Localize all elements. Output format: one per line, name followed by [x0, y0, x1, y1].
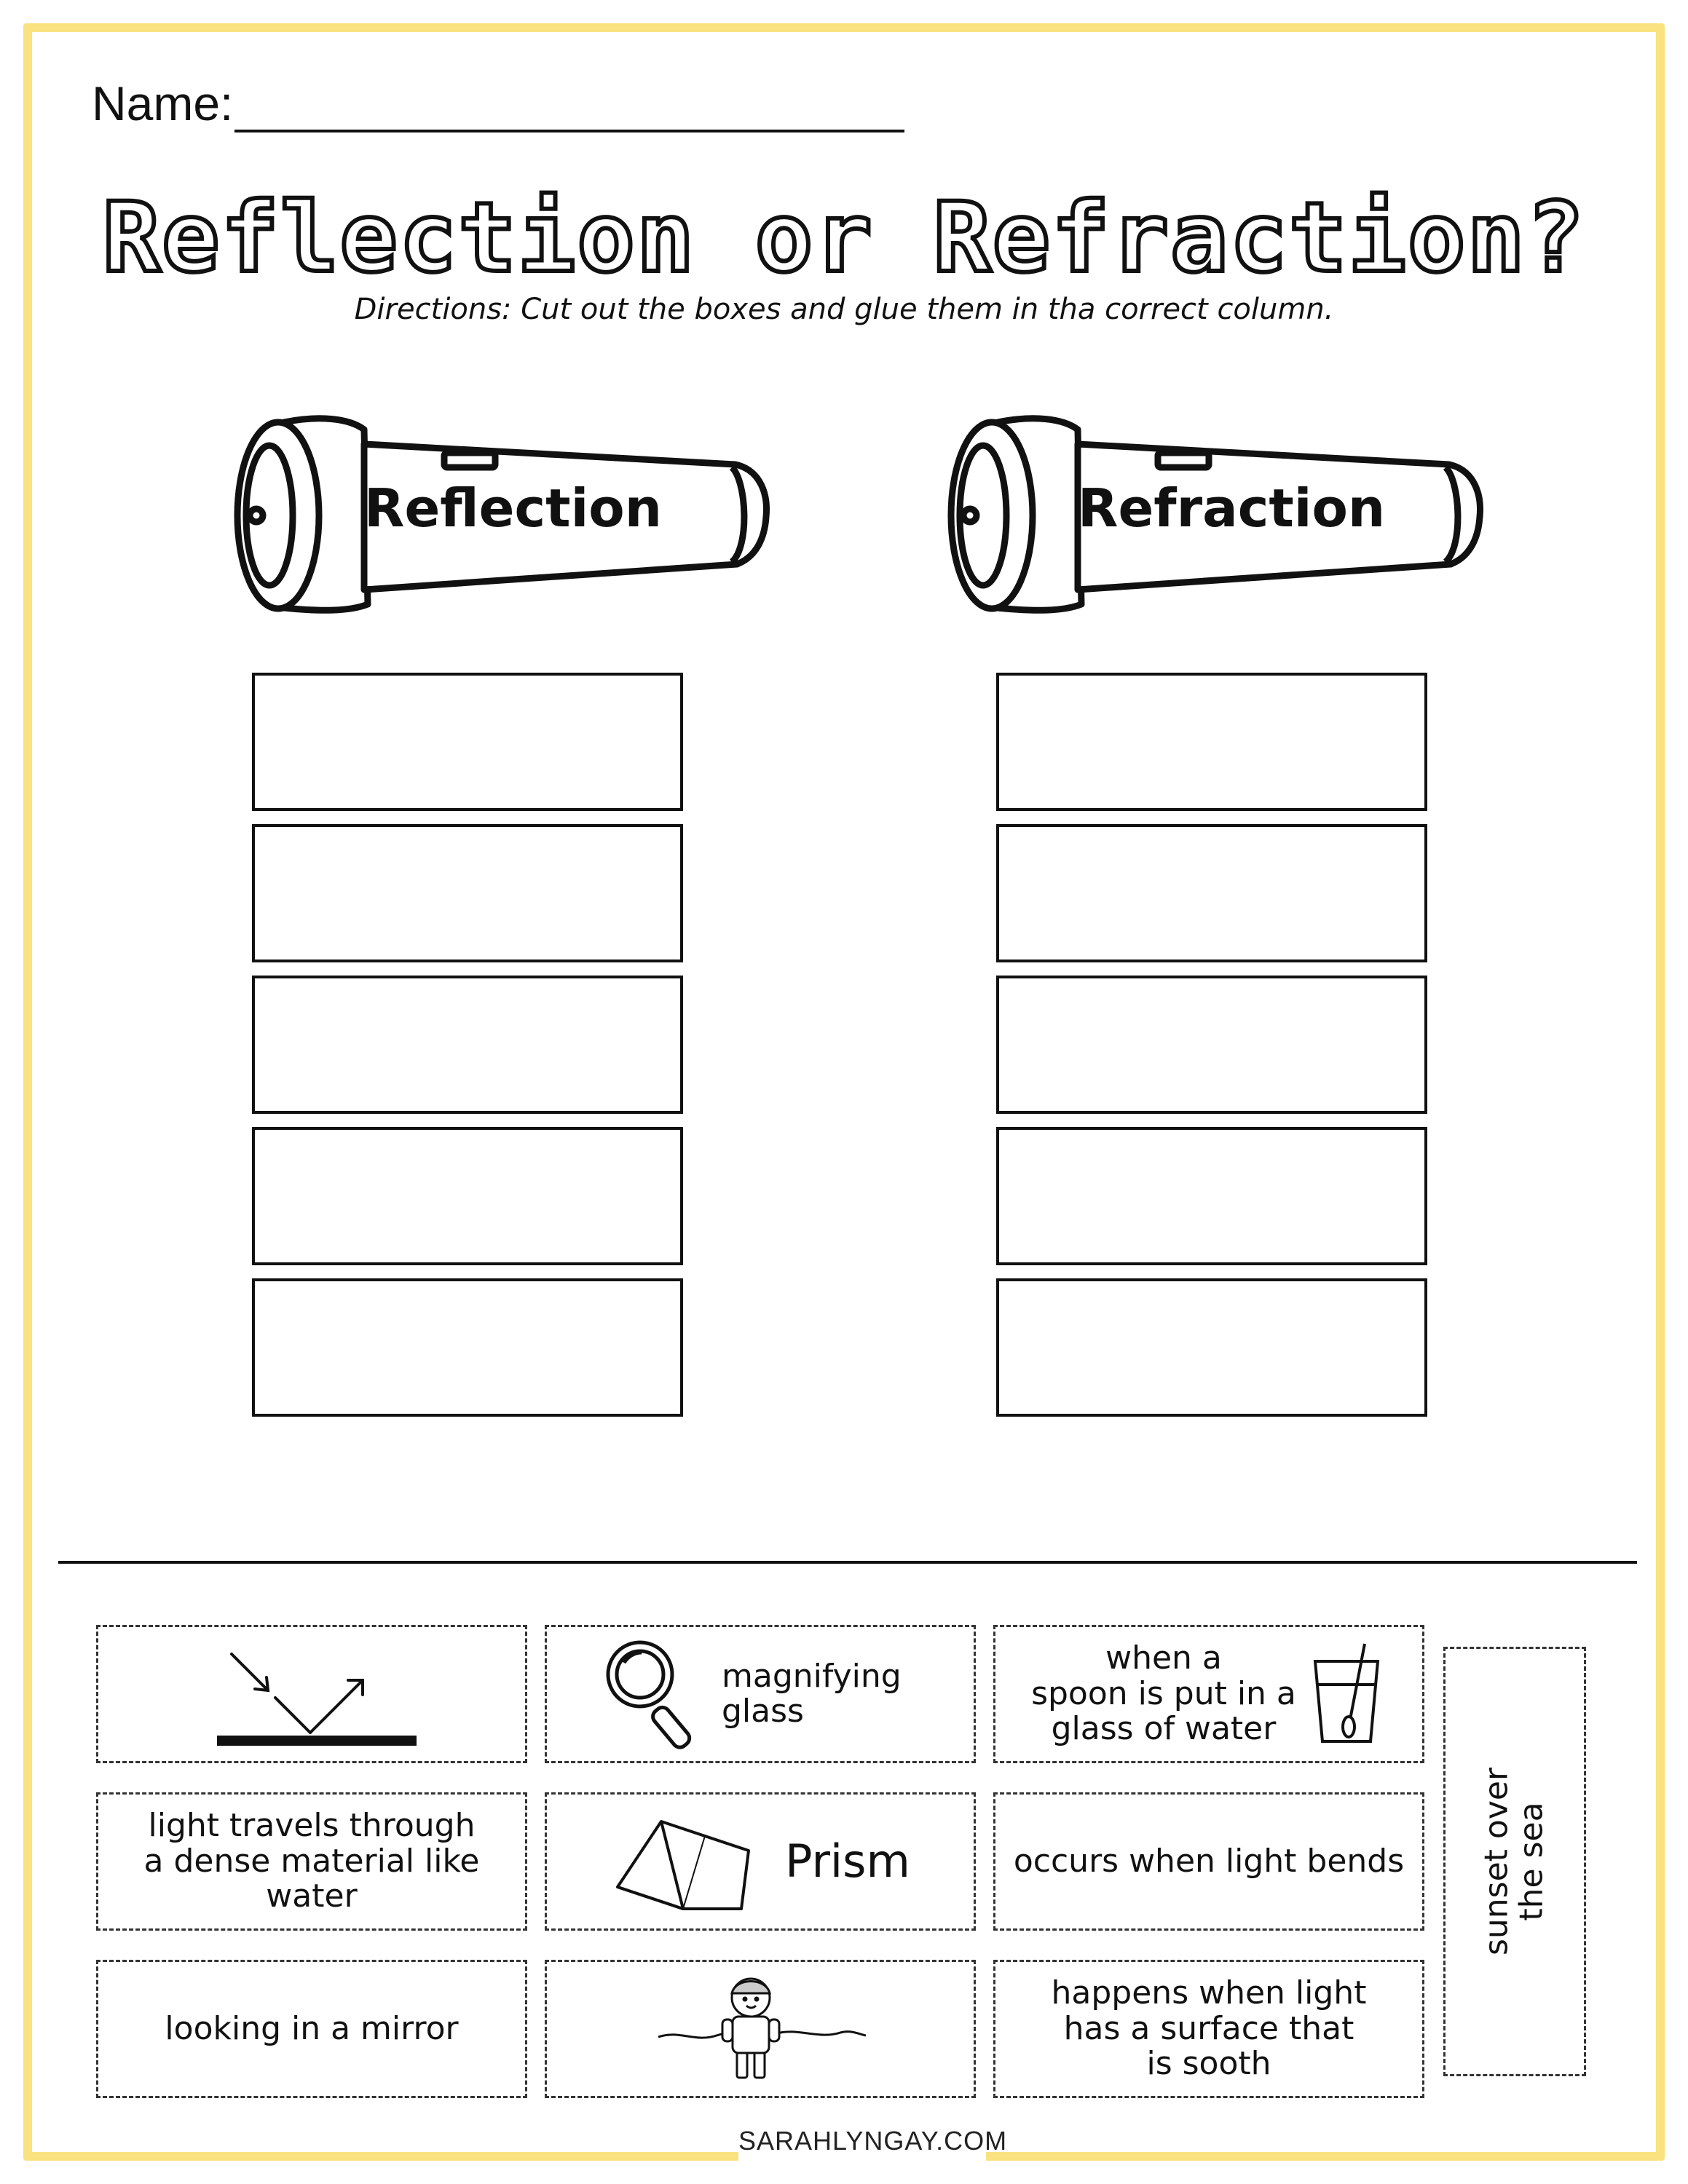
reflection-glue-box-1[interactable]	[252, 673, 683, 811]
card-text: magnifying glass	[722, 1657, 902, 1730]
reflection-glue-box-2[interactable]	[252, 824, 683, 962]
column-label-refraction: Refraction	[1078, 478, 1386, 539]
refraction-glue-box-4[interactable]	[996, 1127, 1427, 1265]
refraction-glue-box-3[interactable]	[996, 976, 1427, 1114]
reflection-glue-box-3[interactable]	[252, 976, 683, 1114]
reflection-arrows-icon	[202, 1639, 421, 1749]
card-text: light travels through a dense material like water	[143, 1807, 480, 1915]
glass-of-water-with-spoon-icon	[1306, 1639, 1387, 1749]
directions-text: Directions: Cut out the boxes and glue them in tha correct column.	[354, 293, 1334, 326]
site-footer: SARAHLYNGAY.COM	[738, 2126, 1008, 2156]
person-in-water-icon	[651, 1967, 869, 2091]
reflection-glue-box-4[interactable]	[252, 1127, 683, 1265]
name-label: Name:	[92, 76, 234, 130]
card-sunset-over-sea[interactable]	[1443, 1647, 1586, 2076]
flashlight-reflection	[218, 408, 772, 619]
card-text: looking in a mirror	[165, 2009, 459, 2047]
card-text: when a spoon is put in a glass of water	[1031, 1639, 1296, 1748]
flashlight-refraction	[932, 408, 1486, 619]
card-prism[interactable]	[545, 1792, 976, 1931]
card-text: Prism	[785, 1834, 910, 1888]
card-magnifying-glass[interactable]	[545, 1625, 976, 1763]
card-person-in-water[interactable]	[545, 1960, 976, 2098]
name-write-line	[234, 130, 904, 132]
card-smooth-surface[interactable]	[993, 1960, 1424, 2098]
prism-icon	[610, 1807, 756, 1916]
cut-divider-line	[58, 1561, 1637, 1564]
reflection-glue-box-5[interactable]	[252, 1278, 683, 1417]
card-text: occurs when light bends	[1013, 1842, 1405, 1880]
card-spoon-in-water[interactable]	[993, 1625, 1424, 1763]
refraction-glue-box-5[interactable]	[996, 1278, 1427, 1417]
card-mirror[interactable]	[96, 1960, 527, 2098]
card-text: sunset over the sea	[1478, 1767, 1550, 1956]
card-light-bends[interactable]	[993, 1792, 1424, 1931]
refraction-glue-box-1[interactable]	[996, 673, 1427, 811]
column-label-reflection: Reflection	[364, 478, 662, 539]
card-text: happens when light has a surface that is sooth	[1051, 1974, 1367, 2083]
worksheet-title: Reflection or Refraction?	[102, 182, 1586, 294]
card-light-dense-material[interactable]	[96, 1792, 527, 1931]
refraction-glue-box-2[interactable]	[996, 824, 1427, 962]
magnifying-glass-icon	[598, 1632, 700, 1756]
card-reflection-diagram[interactable]	[96, 1625, 527, 1763]
